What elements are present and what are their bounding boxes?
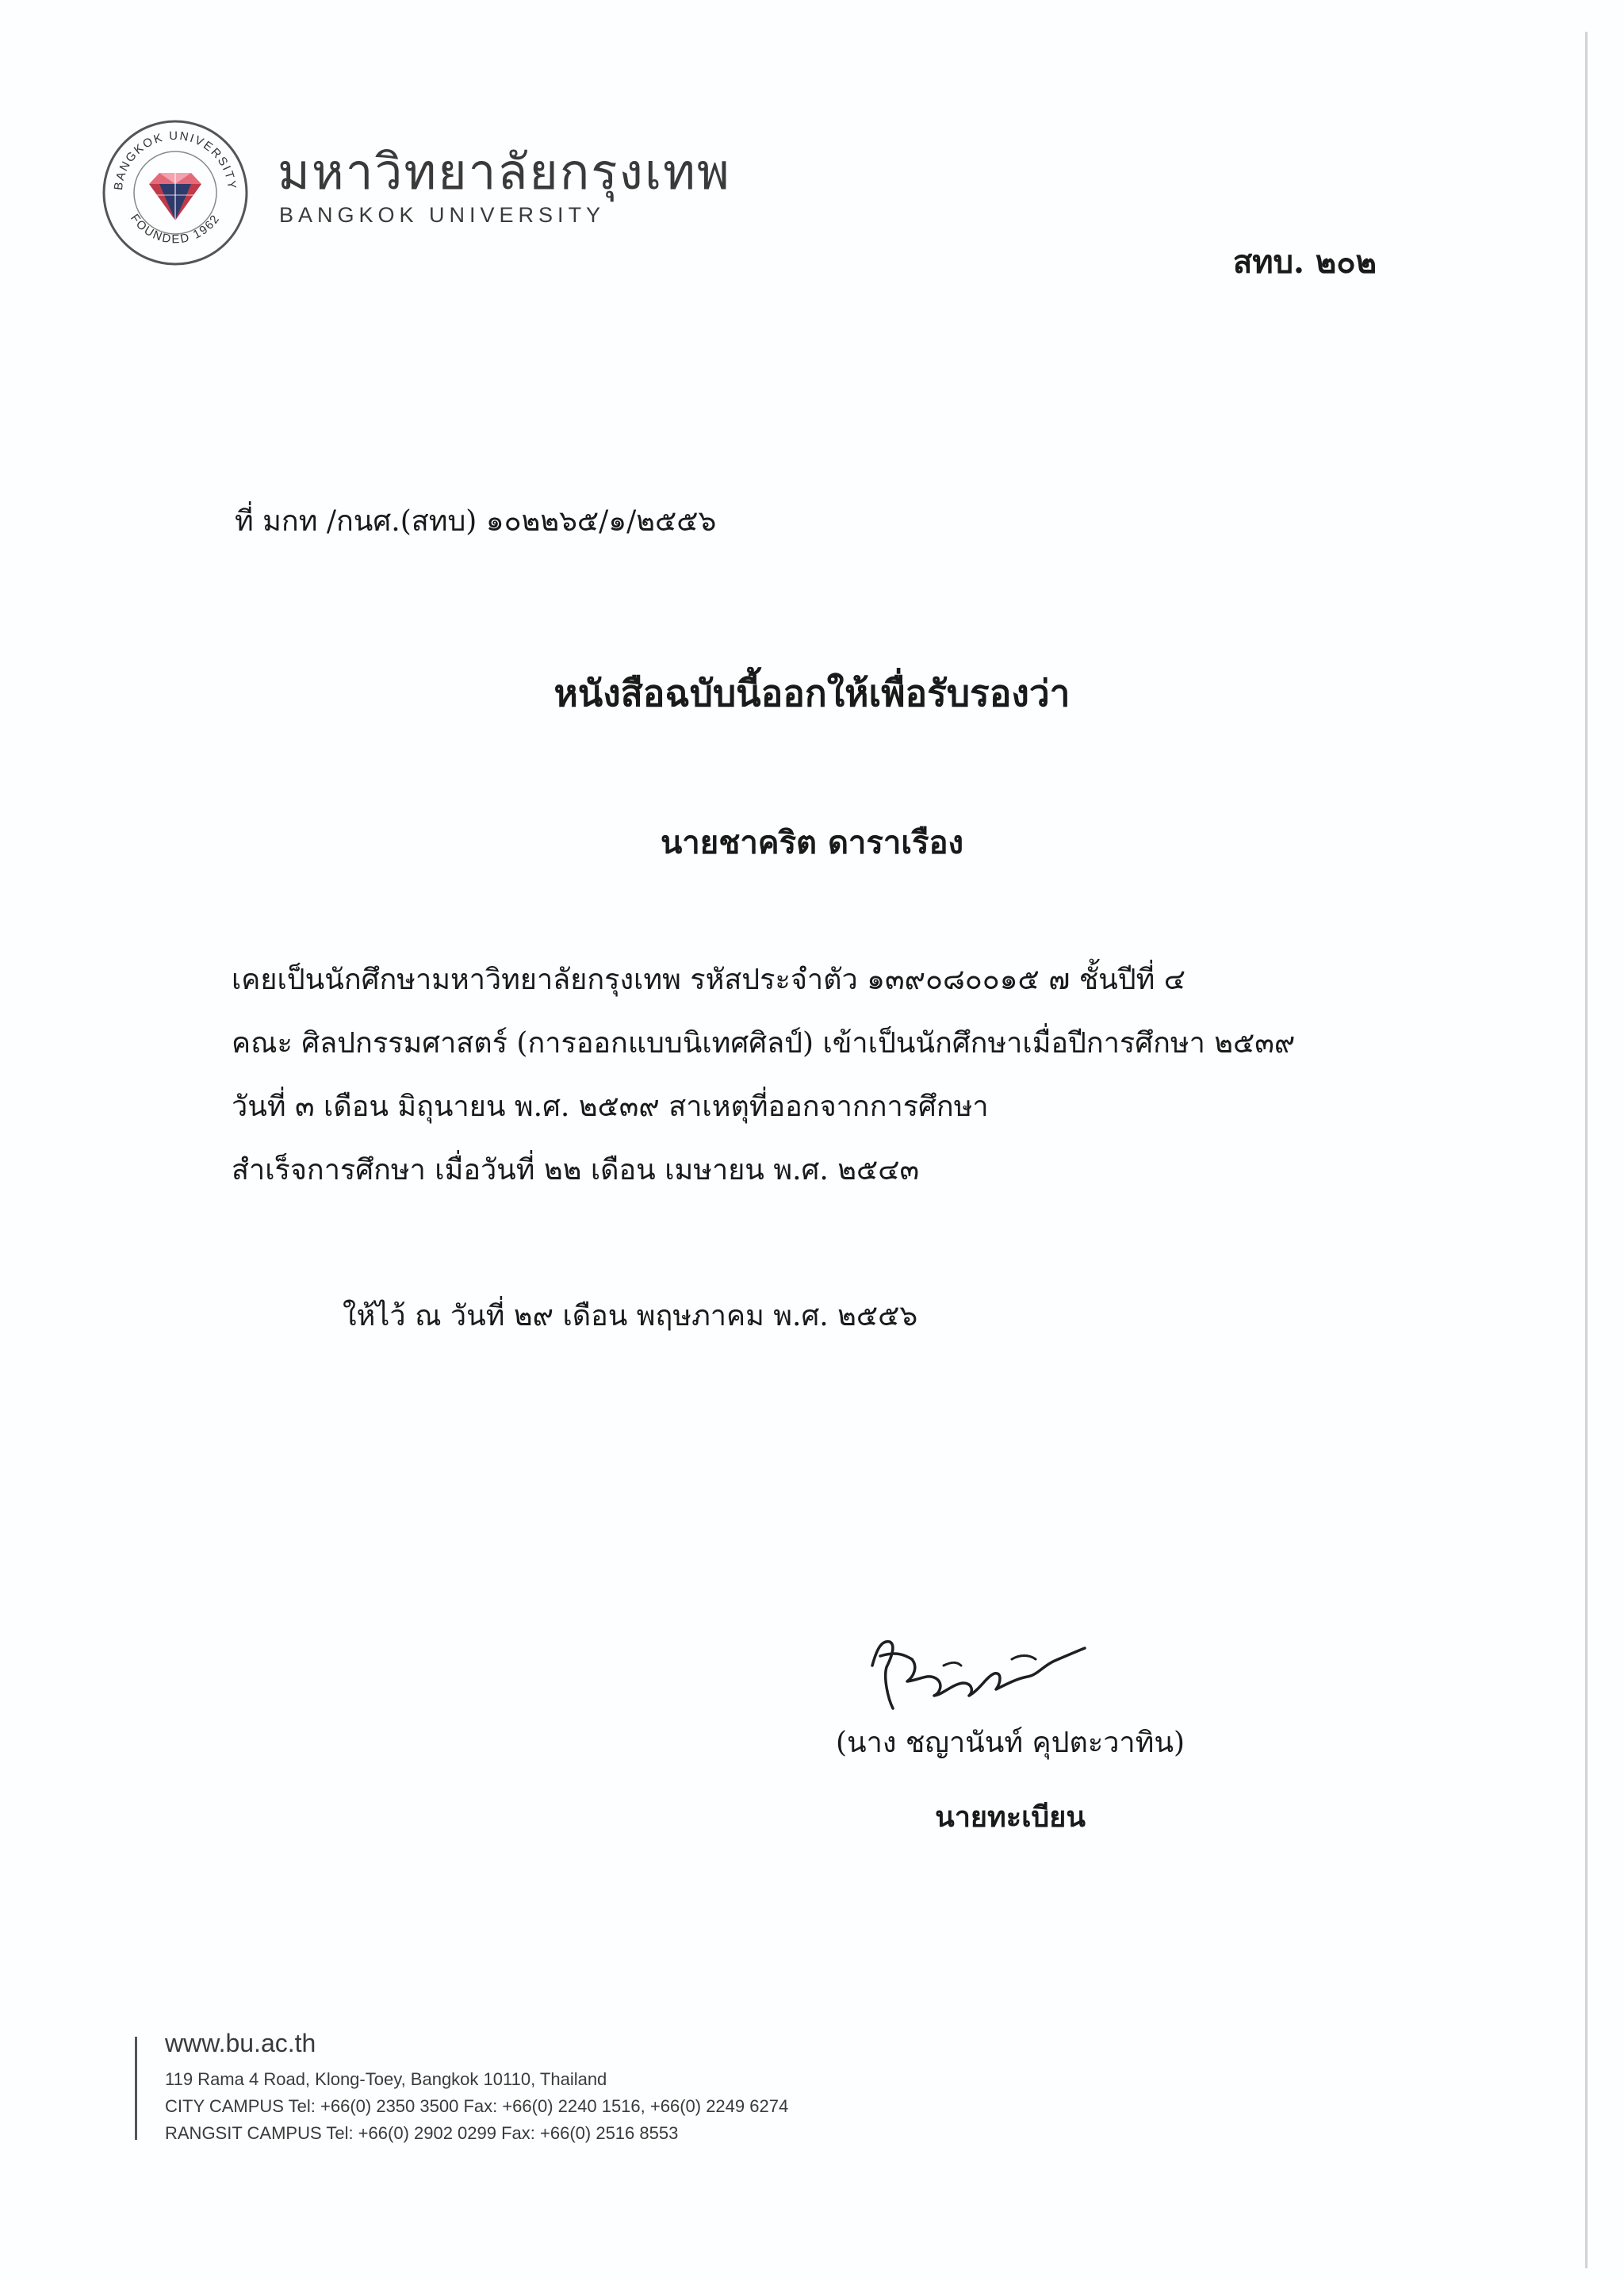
reference-number: ที่ มกท /กนศ.(สทบ) ๑๐๒๒๖๕/๑/๒๕๕๖ [235,505,717,538]
footer-city-campus: CITY CAMPUS Tel: +66(0) 2350 3500 Fax: +66(0) 2240 1516, +66(0) 2249 6274 [165,2096,789,2116]
certificate-heading: หนังสือฉบับนี้ออกให้เพื่อรับรองว่า [553,672,1071,715]
issue-date: ให้ไว้ ณ วันที่ ๒๙ เดือน พฤษภาคม พ.ศ. ๒๕๕๖ [343,1300,918,1332]
registrar-name: (นาง ชญานันท์ คุปตะวาทิน) [835,1727,1185,1759]
footer-divider [135,2037,137,2140]
footer-contact [165,2029,788,2147]
registrar-title: นายทะเบียน [935,1800,1086,1834]
footer-website: www.bu.ac.th [165,2029,316,2057]
university-seal-logo [102,119,249,266]
body-line-faculty: คณะ ศิลปกรรมศาสตร์ (การออกแบบนิเทศศิลป์) เข้าเป็นนักศึกษาเมื่อปีการศึกษา ๒๕๓๙ [232,1027,1296,1060]
body-line-enrollment-date: วันที่ ๓ เดือน มิถุนายน พ.ศ. ๒๕๓๙ สาเหตุที่ออกจากการศึกษา [232,1091,989,1123]
body-line-student-id: เคยเป็นนักศึกษามหาวิทยาลัยกรุงเทพ รหัสประจำตัว ๑๓๙๐๘๐๐๑๕ ๗ ชั้นปีที่ ๔ [232,964,1186,996]
svg-text:BANGKOK UNIVERSITY: BANGKOK UNIVERSITY [111,128,239,191]
university-name-thai: มหาวิทยาลัยกรุงเทพ [278,143,731,201]
scan-edge-line [1585,32,1588,2268]
university-name-english: BANGKOK UNIVERSITY [279,203,606,227]
form-code: สทบ. ๒๐๒ [1232,243,1377,281]
svg-text:FOUNDED 1962: FOUNDED 1962 [127,211,223,247]
footer-rangsit-campus: RANGSIT CAMPUS Tel: +66(0) 2902 0299 Fax: +66(0) 2516 8553 [165,2123,679,2143]
footer-address: 119 Rama 4 Road, Klong-Toey, Bangkok 10110, Thailand [165,2069,607,2089]
registrar-signature [825,1610,1094,1721]
student-name: นายชาคริต ดาราเรือง [660,824,964,861]
body-line-graduation: สำเร็จการศึกษา เมื่อวันที่ ๒๒ เดือน เมษายน พ.ศ. ๒๕๔๓ [232,1154,920,1187]
